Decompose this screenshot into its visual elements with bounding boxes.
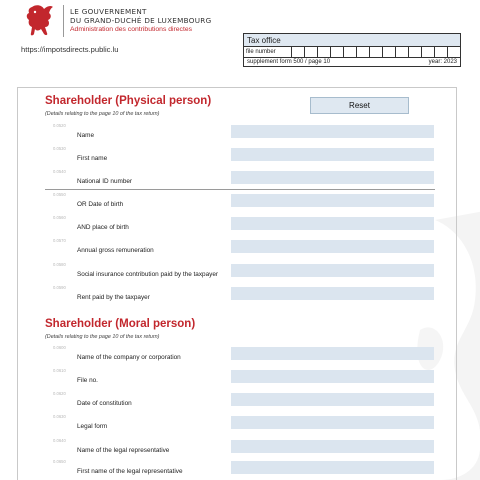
file-number-cell[interactable]: [318, 47, 331, 57]
file-number-cell[interactable]: [383, 47, 396, 57]
row-label: Name of the company or corporation: [77, 354, 181, 361]
section-title-moral: Shareholder (Moral person): [45, 318, 196, 330]
file-number-cell[interactable]: [357, 47, 370, 57]
row-code: 0.0550: [53, 192, 66, 197]
file-number-cell[interactable]: [422, 47, 435, 57]
row-label: Date of constitution: [77, 400, 132, 407]
date-of-constitution-field[interactable]: [231, 393, 434, 406]
row-code: 0.0640: [53, 438, 66, 443]
legal-rep-name-field[interactable]: [231, 440, 434, 453]
national-id-field[interactable]: [231, 171, 434, 184]
form-row-date-of-constitution: [45, 389, 435, 412]
legal-rep-first-name-field[interactable]: [231, 461, 434, 474]
row-code: 0.0610: [53, 368, 66, 373]
page-header: [0, 0, 480, 84]
header-divider: [63, 5, 64, 37]
reset-button[interactable]: Reset: [310, 97, 409, 114]
file-number-cell[interactable]: [409, 47, 422, 57]
row-label: First name of the legal representative: [77, 468, 183, 475]
file-number-cell[interactable]: [396, 47, 409, 57]
row-label: Name of the legal representative: [77, 447, 170, 454]
file-no-field[interactable]: [231, 370, 434, 383]
file-number-cell[interactable]: [292, 47, 305, 57]
row-label: National ID number: [77, 178, 133, 185]
form-row-national-id: [45, 167, 435, 190]
file-number-cell[interactable]: [344, 47, 357, 57]
site-url[interactable]: https://impotsdirects.public.lu: [21, 45, 119, 54]
file-number-cell[interactable]: [331, 47, 344, 57]
form-row-name: [45, 121, 435, 144]
place-of-birth-field[interactable]: [231, 217, 434, 230]
file-number-cell[interactable]: [448, 47, 460, 57]
gross-remuneration-field[interactable]: [231, 240, 434, 253]
row-label: First name: [77, 155, 108, 162]
form-row-legal-form: [45, 412, 435, 435]
row-code: 0.0580: [53, 262, 66, 267]
row-label: Name: [77, 132, 95, 139]
form-row-social-insurance: [45, 260, 435, 283]
file-number-cell[interactable]: [435, 47, 448, 57]
form-row-date-of-birth: [45, 190, 435, 213]
row-code: 0.0560: [53, 215, 66, 220]
row-label: Social insurance contribution paid by the taxpayer: [77, 271, 219, 278]
tax-info-box: [243, 33, 461, 67]
file-number-cell[interactable]: [305, 47, 318, 57]
row-code: 0.0570: [53, 238, 66, 243]
row-label: Legal form: [77, 423, 108, 430]
section-subtitle-moral: (Details relating to the page 10 of the tax return): [45, 334, 160, 340]
tax-office-field[interactable]: Tax office: [244, 34, 460, 47]
row-label: Rent paid by the taxpayer: [77, 294, 150, 301]
row-label: OR Date of birth: [77, 201, 124, 208]
name-field[interactable]: [231, 125, 434, 138]
date-of-birth-field[interactable]: [231, 194, 434, 207]
section-title-physical: Shareholder (Physical person): [45, 95, 212, 107]
row-code: 0.0520: [53, 123, 66, 128]
year-label: year: 2023: [428, 59, 457, 65]
form-row-rent-paid: [45, 283, 435, 306]
form-row-legal-rep-name: [45, 436, 435, 459]
file-number-cell[interactable]: [370, 47, 383, 57]
row-code: 0.0650: [53, 459, 66, 464]
file-number-row: [244, 47, 460, 58]
first-name-field[interactable]: [231, 148, 434, 161]
row-code: 0.0530: [53, 146, 66, 151]
supplement-label: supplement form 500 / page 10: [247, 59, 331, 65]
row-code: 0.0630: [53, 414, 66, 419]
social-insurance-field[interactable]: [231, 264, 434, 277]
row-code: 0.0600: [53, 345, 66, 350]
government-name-line2: DU GRAND-DUCHÉ DE LUXEMBOURG: [70, 16, 212, 25]
legal-form-field[interactable]: [231, 416, 434, 429]
file-number-label: file number: [244, 47, 292, 57]
form-row-gross-remuneration: [45, 236, 435, 259]
form-row-legal-rep-first-name: [45, 457, 435, 480]
row-label: AND place of birth: [77, 224, 129, 231]
supplement-row: [244, 58, 460, 66]
company-name-field[interactable]: [231, 347, 434, 360]
section-subtitle-physical: (Details relating to the page 10 of the tax return): [45, 111, 160, 117]
rent-paid-field[interactable]: [231, 287, 434, 300]
row-code: 0.0540: [53, 169, 66, 174]
luxembourg-lion-logo-icon: [23, 3, 55, 39]
administration-name: Administration des contributions directes: [70, 26, 193, 33]
form-row-first-name: [45, 144, 435, 167]
form-row-place-of-birth: [45, 213, 435, 236]
row-label: Annual gross remuneration: [77, 247, 154, 254]
form-row-file-no: [45, 366, 435, 389]
row-code: 0.0590: [53, 285, 66, 290]
government-name-line1: LE GOUVERNEMENT: [70, 7, 147, 16]
form-row-company-name: [45, 343, 435, 366]
row-code: 0.0620: [53, 391, 66, 396]
row-label: File no.: [77, 377, 98, 384]
